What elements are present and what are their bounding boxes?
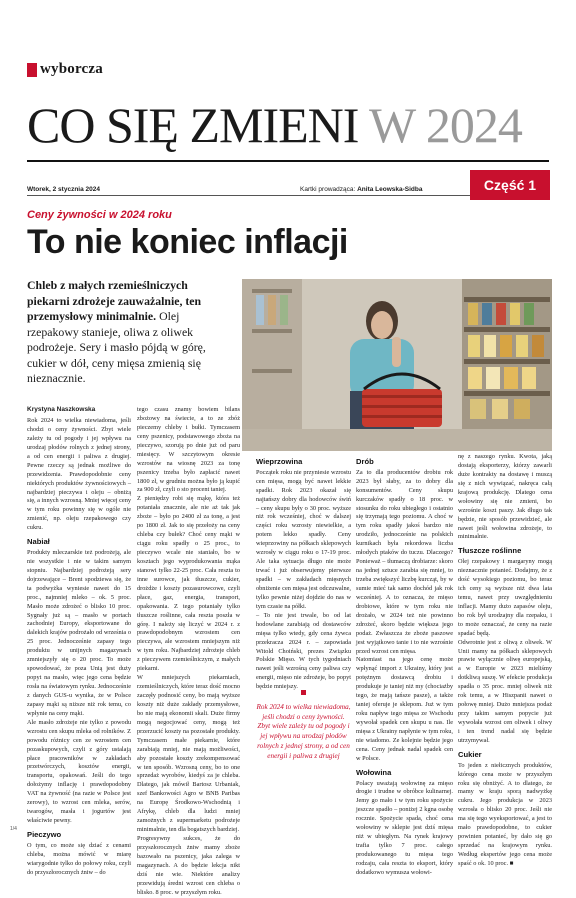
paragraph: To jeden z niełicznych produktów, którego cena może w przyszłym roku się obniżyć. A to dlatego, że mamy w kraju sporą nadwyżkę cukru. Jego produkcja w 2023 wzrosła o blisko 20 proc. Jeśli nie ma się tego wyeksportować, a jest to mało prawdopodobne, to cukier powinien potanieć, by dało się go sprzedać na krajowym rynku. Według ekspertów jego cena może spaść o ok. 10 proc. ■ (458, 761, 552, 867)
credit-prefix: Kartki prowadząca (300, 186, 354, 193)
logo-text: wyborcza (40, 61, 103, 77)
photo-illustration (242, 279, 552, 451)
headline: To nie koniec inflacji (27, 223, 348, 261)
kicker: Ceny żywności w 2024 roku (27, 209, 172, 221)
dateline: Wtorek, 2 stycznia 2024 (27, 186, 100, 193)
brand-logo[interactable] (27, 61, 103, 78)
paragraph: Rok 2024 to wielka niewiadoma, jeśli chodzi o ceny żywności. Zbyt wiele zależy tu od pogody i jej wpływu na urodzaj płodów rolnych z jednej strony, a od cen energii i paliwa z drugiej. Pewne rzeczy są jednak możliwe do przewidzenia. Prawdopodobnie ceny niektórych produktów żywnościowych – najbardziej pieczywa i oleju – obniżą się, a innych wzrosną. Mniej więcej ceny w tym roku powinny się w ogóle nie zmienić, np. oleju rzepakowego czy cukru. (27, 417, 131, 532)
paragraph: Olej rzepakowy i margaryny mogą nieznacznie potanieć. Dodajmy, że z dość wysokiego poziomu, bo teraz ich ceny są wyższe niż dwa lata temu, nawet przy uwzględnieniu inflacji. Mamy dużo zapasów oleju, bo rok był urodzajny dla rzepaku, i to może oznaczać, że ceny na razie spadać będą. (458, 558, 552, 637)
subheading: Tłuszcze roślinne (458, 546, 522, 556)
supermarket-photo (242, 279, 552, 451)
paragraph: nę z naszego rynku. Kwota, jaką dostają eksporterzy, którzy zawarli duże kontrakty na dostawę i muszą się z nich wywiązać, nakręca całą krajową produkcję. Dlatego cena wołowiny się nie zmieni, bo wzrośnie koszt paszy. Jak długo tak będzie, nie sposób przewidzieć, ale nawet jeśli wołowina zdrożeje, to minimalnie. (458, 453, 552, 541)
paragraph: O tym, co może się dziać z cenami chleba, można mówić w miarę wiarygodnie tylko do połowy roku, czyli do przyszłorocznych żniw – do (27, 841, 131, 876)
credit-name: Anita Leowska-Sidba (357, 186, 423, 193)
paragraph: Polacy uważają wołowinę za mięso drogie i trudne w obróbce kulinarnej. Jemy go mało i w tym roku spożycie jeszcze spadło – poniżej 2 kgna osobę rocznie. Spożycie spada, choć cena wołowiny w sklepie jest dziś mięsa niż w ubiegłym. Na rynek krajowy trafia tylko 7 proc. całego produkowanego tu mięsa tego rodzaju, cała reszta to eksport, który dodatkowo wymusza wołowi- (356, 779, 453, 876)
subheading: Nabiał (27, 537, 50, 547)
paragraph: Progresywny sukces, że do przyszłorocznych żniw mamy zboże bazowało na pszenicy, jaka zalega w magazynach. A do będzie lekcja nikt dziś nie wie. Niektóre analizy przewidują średni wzrost cen chleba o blisko. 8 proc. w przyszłym roku. (137, 835, 240, 896)
subheading: Wieprzowina (256, 457, 303, 466)
paragraph: Za to dla producentów drobiu rok 2023 był słaby, za to dobry dla konsumentów. Ceny skupu kurczaków spadły o 18 proc. w stosunku do roku ubiegłego i ostatnio się trzymają tego poziomu. A choć w tym roku spadły jakoś bardzo nie urodziło, jednocześnie na polskich kurnikach była rekordowa liczba młodych ptaków do tuczu. Dlaczego? Ponieważ – tłumaczą drobiarze: skoro na jednej sztuce zarabia się mniej, to trzeba zwiększyć liczbę kurcząt, by w sumie mieć tak samo dochód jak rok wcześniej. A to oznacza, że mięso drobiowe, które w tym roku nie drożało, w 2024 też nie powinno zdrożeć, skoro będzie większa jego podaż. Zwłaszcza że zboże paszowe jest wyjątkowo tanie i to nie wzrośnie przed wzrost cen mięsa. (356, 468, 453, 655)
paragraph: tego czasu znamy bowiem bilans zbożowy na świecie, a to ze zbóż pieczemy chleby i bułki. Tymczasem ceny pszenicy, podstawowego zboża na pieczywo, szorują po dnie już od paru miesięcy. W szczytowym okresie wzrostów na wiosnę 2023 za tonę pszenicy trzeba było zapłacić nawet 1800 zł, w grudniu można było ją kupić za 900 zł, czyli o sto procent taniej. (137, 406, 240, 494)
masthead-dark: CO SIĘ ZMIENI (27, 97, 359, 153)
masthead-light: W 2024 (369, 97, 522, 153)
part-badge: Część 1 (470, 170, 550, 200)
article-column-2 (137, 406, 240, 898)
article-column-3 (256, 453, 351, 692)
article-column-4 (356, 453, 453, 878)
paragraph: Początek roku nie przyniesie wzrostu cen mięsa, mogą być nawet lekkie spadki. Rok 2023 okazał się najtańszy dobry dla hodowców świń – ceny skupu były o 30 proc. wyższe niż rok wcześniej, choć w dalszej części roku wzrosty niewielkie, a potem lekko spadły. Ceny wieprzowiny na półkach sklepowych wzrosły w ciągu roku o 17-19 proc. Ale taka sytuacja długo nie może trwać i już obserwujemy pierwsze spadki – w zakładach mięsnych obniżenie cen mięsa jest odczuwalne, tylko pewnie niżej dojdzie do nas w tym czasie na półki. (256, 468, 351, 610)
paragraph: Natomiast na jego cenę może wpłynąć import z Ukrainy, który jest potężnym dostawcą drobiu i produkuje je taniej niż my (chociażby tego, że mają tańsze pasze), a także taniej oferuje je sklepom. Już w tym roku napływ tego mięsa ze Wschodu wywołał spadek cen skupu u nas. Ile mięsa z Ukrainy napłynie w tym roku, nie wiadomo. Ze kolejnie będzie jego cena. Ceny jednak nadal spadek cen w Polsce. (356, 656, 453, 762)
subheading: Drób (356, 457, 374, 466)
subheading: Wołowina (356, 767, 392, 777)
paragraph: Produkty mleczarskie też podrożeją, ale nie wszystkie i nie w takim samym stopniu. Najbardziej podrożeją sery dojrzewające – Brent spodziewa się, że ta podwyżka wyniesie nawet do 15 proc., najmniej mleko – ok. 5 proc. Masło może zdrożeć o blisko 10 proc. Sygnały już są – masło w portach zachodniej Europy, eksportowane do dalekich krajów podrożało od września o 25 proc. Jednocześnie zapasy tego produktu w unijnych magazynach zmniejszyły się o 20 proc. To może spowodować, że poza Unią jest duży popyt na masło, więc jego cena będzie rosła na światowym rynku. Jednocześnie z danych GUS-u wynika, że w Polsce zapasy mąki są niższe niż rok temu, co wpłynie na ceny mąki. (27, 548, 131, 717)
top-rule (27, 160, 549, 162)
paragraph: Ale masło zdrożeje nie tylko z powodu wzrostu cen skupu mleka od rolników. Z powodu różnicy cen ze wzrostem cen pozaskupowych, czyli z góry ustalają płace pracowników w zakładach przetwórczych, kosztów energii, transportu, opakowań. Jeśli do tego dołożymy inflację i prawdopodobny VAT na żywność (na razie w Polsce jest zerowy), to wzrost cen mleka, serów, twarogów, masła i jogurtów jest właściwie pewny. (27, 718, 131, 825)
paragraph: Odwrotnie jest z oliwą z oliwek. W Unii mamy na półkach sklepowych prawie wyłącznie oliwę europejską, a w Europie w 2023 mieliśmy dotkliwą suszę. W efekcie produkcja spadła o 35 proc. mniej oliwek niż rok temu, a w Hiszpanii nawet o połowę mniej. Dużo mniejsza podaż przy takim samym popycie już wywołała wzrost cen oliwek i oliwy i ten trend nadal się będzie utrzymywał. (458, 638, 552, 744)
section-credit: Kartki prowadząca: Anita Leowska-Sidba (300, 186, 423, 193)
paragraph: – To nie jest trwale, bo od lat hodowlane zarabiają od dostawców mięsa tylko wtedy, gdy cena żywca przekracza 2024 r. – zapowiada Witold Choiński, prezes Związku Polskie Mięso. W tych tygodniach nawet jeśli wzrośną ceny paliwa czy energii, mięso nie zdrożeje, bo popyt będzie mniejszy. (256, 611, 351, 691)
lead-bold: Chleb z małych rzemieślniczych piekarni zdrożeje zauważalnie, ten przemysłowy minimalnie. (27, 278, 202, 324)
article-column-1 (27, 417, 131, 878)
subheading: Cukier (458, 749, 482, 759)
byline: Krystyna Naszkowska (27, 406, 96, 413)
logo-mark-icon (27, 63, 37, 77)
section-masthead (27, 97, 522, 153)
subheading: Pieczywo (27, 830, 62, 840)
lead-rest: Olej rzepakowy stanieje, oliwa z oliwek podrożeje. Sery i masło pójdą w górę, cukier w dół, ceny mięsa zmienią się nieznacznie. (27, 309, 206, 386)
paragraph: Z pieniędzy robi się mąkę, która też potaniała znacznie, ale nie aż tak jak zboże – było po 2400 zł za tonę, a jest po 1800 zł. Jak to się przełoży na ceny chleba czy bułek? Choć ceny mąki w ciągu roku spadły o 25 proc., to pieczywo wcale nie staniało, bo w kosztach jego wyprodukowania mąka stanowi tylko 22-25 proc. Cała reszta to inne surowce, jak tłuszcze, cukier, drożdże i koszty pozasurowcowe, czyli płace, gaz, energia, transport, opakowania. Z tego potaniały tylko tłuszcze roślinne, cała reszta poszła w górę. I należy się liczyć w 2024 r. z prawdopodobnym wzrostem cen pieczywa, ale wzrostem mniejszym niż w tym roku. Najbardziej zdrożeje chleb z pieczywem rzemieślniczym, z małych piekarni. (137, 495, 240, 673)
lead-paragraph (27, 278, 232, 387)
paragraph: W mniejszych piekarniach, rzemieślniczych, które teraz dość mocno zaczęły podnosić ceny, bo mają wyższe koszty niż duże zakłady przemysłowe, bo nie mają ekonomii skali. Duże firmy mogą negocjować ceny, mogą też przerzucić koszty na pozostałe produkty. Tymczasem małe piekarnie, które zarabiają mniej, nie mają możliwości, aby pozostałe koszty zrekompensować w ten sposób. Wzrosną ceny, bo to one sprzedaż wyrobów, kiedyś za je chleba. Dlatego, jak mówił Bartosz Urbaniak, szef Bankowości Agro w BNB Paribas na Europę Środkowo-Wschodnią i Afrykę, chleb dla ludzi mniej zamożnych z supermarketu podrożeje minimalnie, ten dla bogatszych bardziej. (137, 674, 240, 834)
pull-quote (256, 690, 351, 761)
pull-quote-text: Rok 2024 to wielka niewiadoma, jeśli chodzi o ceny żywności. Zbyt wiele zależy tu od pogody i jej wpływu na urodzaj płodów rolnych z jednej strony, a od cen energii i paliwa z drugiej (256, 703, 351, 760)
page-folio: 1/4 (10, 826, 17, 832)
pull-quote-mark-icon (301, 690, 306, 695)
article-column-5 (458, 453, 552, 869)
